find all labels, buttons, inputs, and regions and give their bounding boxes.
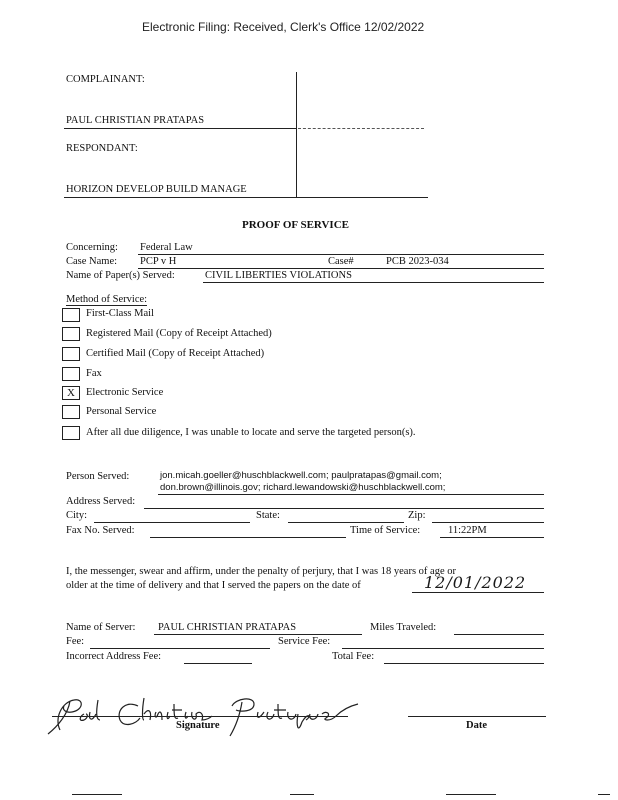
footer-rule: [598, 794, 610, 795]
option-personal-service-label: Personal Service: [86, 406, 157, 417]
state-label: State:: [256, 510, 280, 521]
paper-label: Name of Paper(s) Served:: [66, 270, 175, 281]
incorrect-address-fee-label: Incorrect Address Fee:: [66, 651, 162, 662]
footer-rule: [72, 794, 122, 795]
case-name-value: PCP v H: [140, 256, 177, 267]
footer-rule: [446, 794, 496, 795]
service-fee-label: Service Fee:: [278, 636, 331, 647]
filing-stamp: Electronic Filing: Received, Clerk's Office 12/02/2022: [142, 20, 425, 34]
option-registered-mail-label: Registered Mail (Copy of Receipt Attached): [86, 328, 272, 339]
signature-label: Signature: [176, 720, 220, 731]
option-unable-to-serve-label: After all due diligence, I was unable to locate and serve the targeted person(s).: [86, 427, 416, 438]
case-number-value: PCB 2023-034: [386, 256, 449, 267]
address-served-label: Address Served:: [66, 496, 136, 507]
date-label: Date: [466, 720, 487, 731]
affirmation-line2: older at the time of delivery and that I served the papers on the date of: [66, 580, 361, 591]
page-title: PROOF OF SERVICE: [242, 219, 349, 231]
paper-value: CIVIL LIBERTIES VIOLATIONS: [205, 270, 352, 281]
person-served-label: Person Served:: [66, 471, 130, 482]
respondant-name: HORIZON DEVELOP BUILD MANAGE: [66, 184, 247, 195]
checkbox-registered-mail[interactable]: [62, 327, 80, 341]
case-number-label: Case#: [328, 256, 354, 267]
complainant-label: COMPLAINANT:: [66, 74, 145, 85]
zip-label: Zip:: [408, 510, 426, 521]
concerning-value: Federal Law: [140, 242, 193, 253]
respondant-label: RESPONDANT:: [66, 143, 138, 154]
miles-traveled-label: Miles Traveled:: [370, 622, 437, 633]
footer-rule: [290, 794, 314, 795]
checkbox-unable-to-serve[interactable]: [62, 426, 80, 440]
fax-served-label: Fax No. Served:: [66, 525, 135, 536]
checkbox-fax[interactable]: [62, 367, 80, 381]
person-served-line2: don.brown@illinois.gov; richard.lewandowski@huschblackwell.com;: [160, 482, 446, 493]
time-of-service-value: 11:22PM: [448, 525, 487, 536]
complainant-name: PAUL CHRISTIAN PRATAPAS: [66, 115, 205, 126]
concerning-label: Concerning:: [66, 242, 118, 253]
checkbox-certified-mail[interactable]: [62, 347, 80, 361]
affirmation-line1: I, the messenger, swear and affirm, under the penalty of perjury, that I was 18 years of age or: [66, 566, 456, 577]
option-first-class-label: First-Class Mail: [86, 308, 154, 319]
checkbox-electronic-service[interactable]: [62, 386, 80, 400]
option-certified-mail-label: Certified Mail (Copy of Receipt Attached): [86, 348, 265, 359]
method-label: Method of Service:: [66, 294, 148, 305]
server-name-value: PAUL CHRISTIAN PRATAPAS: [158, 622, 297, 633]
city-label: City:: [66, 510, 88, 521]
handwritten-date: 12/01/2022: [424, 573, 527, 592]
server-name-label: Name of Server:: [66, 622, 136, 633]
person-served-line1: jon.micah.goeller@huschblackwell.com; paulpratapas@gmail.com;: [160, 470, 442, 481]
case-name-label: Case Name:: [66, 256, 118, 267]
checkbox-first-class[interactable]: [62, 308, 80, 322]
option-fax-label: Fax: [86, 368, 102, 379]
time-of-service-label: Time of Service:: [350, 525, 421, 536]
check-mark: X: [67, 387, 75, 399]
checkbox-personal-service[interactable]: [62, 405, 80, 419]
handwritten-signature: [40, 692, 370, 742]
option-electronic-service-label: Electronic Service: [86, 387, 164, 398]
fee-label: Fee:: [66, 636, 85, 647]
total-fee-label: Total Fee:: [332, 651, 375, 662]
